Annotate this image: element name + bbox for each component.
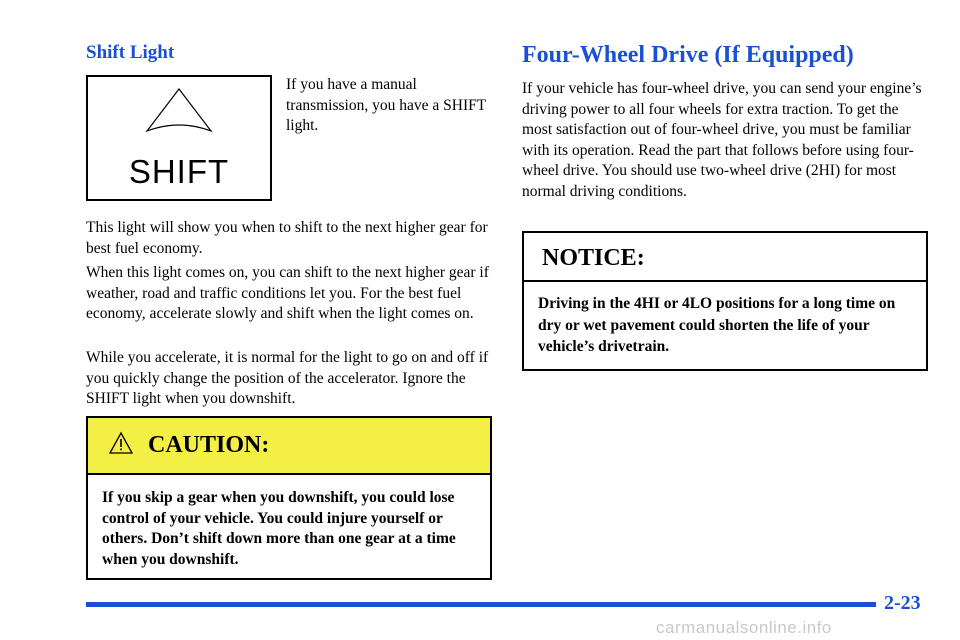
caution-header — [88, 418, 490, 475]
caution-box — [86, 416, 492, 580]
notice-title: NOTICE: — [542, 245, 645, 271]
watermark: carmanualsonline.info — [656, 618, 832, 637]
four-wheel-drive-heading: Four-Wheel Drive (If Equipped) — [522, 42, 854, 68]
warning-triangle-icon — [108, 431, 134, 455]
shift-light-intro: If you have a manual transmission, you have a SHIFT light. — [286, 76, 486, 134]
footer-rule — [86, 602, 876, 607]
notice-box — [522, 231, 928, 371]
caution-body: If you skip a gear when you downshift, you could lose control of your vehicle. You could injure yourself or others. Don’t shift down more than one gear at a time when you downshift. — [102, 489, 456, 568]
page-number: 2-23 — [884, 592, 921, 614]
notice-header — [524, 233, 926, 282]
shift-paragraph-3: While you accelerate, it is normal for the light to go on and off if you quickly change the position of the accelerator. Ignore the SHIFT light when you downshift. — [86, 349, 489, 407]
shift-figure-label: SHIFT — [128, 153, 230, 190]
four-wheel-drive-paragraph: If your vehicle has four-wheel drive, you can send your engine’s driving power to all four wheels for extra traction. To get the most satisfaction out of four-wheel drive, you must be familiar with its operation. Read the part that follows before using four-wheel drive. You should use two-wheel drive (2HI) for most normal driving conditions. — [522, 80, 922, 200]
caution-title: CAUTION: — [148, 432, 270, 458]
notice-body: Driving in the 4HI or 4LO positions for a long time on dry or wet pavement could shorten the life of your vehicle’s drivetrain. — [538, 295, 896, 355]
shift-paragraph-2: When this light comes on, you can shift to the next higher gear if weather, road and traffic conditions let you. For the best fuel economy, accelerate slowly and shift when the light comes on. — [86, 264, 489, 322]
shift-paragraph-1: This light will show you when to shift to the next higher gear for best fuel economy. — [86, 219, 488, 257]
shift-light-figure — [86, 75, 272, 201]
shift-light-heading: Shift Light — [86, 42, 175, 63]
